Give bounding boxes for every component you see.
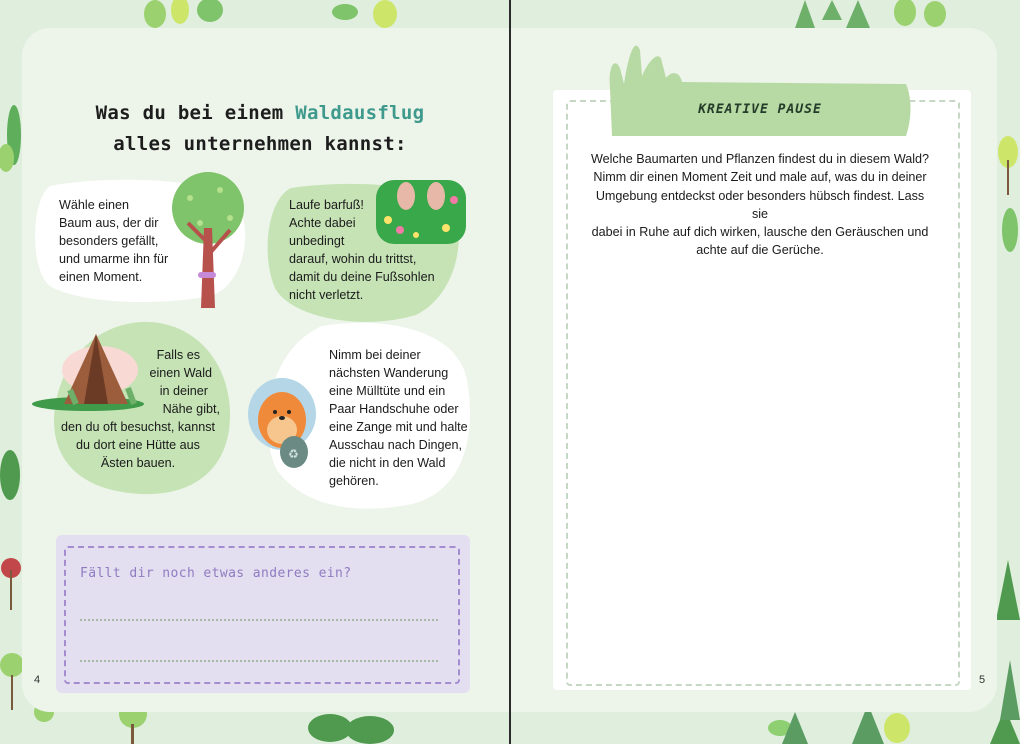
activity-text-2: Laufe barfuß! Achte dabei unbedingt darauf, wohin du trittst, damit du deine Fußsohlen nicht verletzt. xyxy=(289,198,435,302)
border-trees-right-icon xyxy=(996,120,1020,720)
border-trees-left-icon xyxy=(0,100,24,720)
activity-text-3: Falls es einen Wald in deiner Nähe gibt, den du oft besuchst, kannst du dort eine Hütte aus Ästen bauen. xyxy=(60,348,220,470)
pause-banner-grass-icon xyxy=(606,38,912,136)
hedgehog-illustration-icon xyxy=(244,374,320,472)
activity-text-4: Nimm bei deiner nächsten Wanderung eine Mülltüte und ein Paar Handschuhe oder eine Zange mit und halte Ausschau nach Dingen, die nicht in den Wald gehören. xyxy=(329,348,468,488)
writing-line-2[interactable] xyxy=(80,660,438,662)
title-accent-word: Waldausflug xyxy=(295,102,425,124)
pause-label: KREATIVE PAUSE xyxy=(698,102,822,117)
page-number-left: 4 xyxy=(34,674,41,686)
book-gutter xyxy=(509,0,511,744)
writing-line-1[interactable] xyxy=(80,619,438,621)
pause-instructions: Welche Baumarten und Pflanzen findest du in diesem Wald? Nimm dir einen Moment Zeit und male auf, was du in deiner Umgebung entdeckst oder besonders hübsch findest. Lass sie dabei in Ruhe auf dich wirken, lausche den Geräuschen und achte auf die Gerüche. xyxy=(590,152,930,258)
page-number-right: 5 xyxy=(979,674,986,686)
page-title xyxy=(60,98,460,160)
idea-prompt: Fällt dir noch etwas anderes ein? xyxy=(80,566,352,581)
svg-text:♻: ♻ xyxy=(288,447,299,461)
activity-text-1: Wähle einen Baum aus, der dir besonders gefällt, und umarme ihn für einen Moment. xyxy=(59,198,169,284)
title-line1-prefix: Was du bei einem xyxy=(95,102,284,124)
title-line2: alles unternehmen kannst: xyxy=(113,133,407,155)
